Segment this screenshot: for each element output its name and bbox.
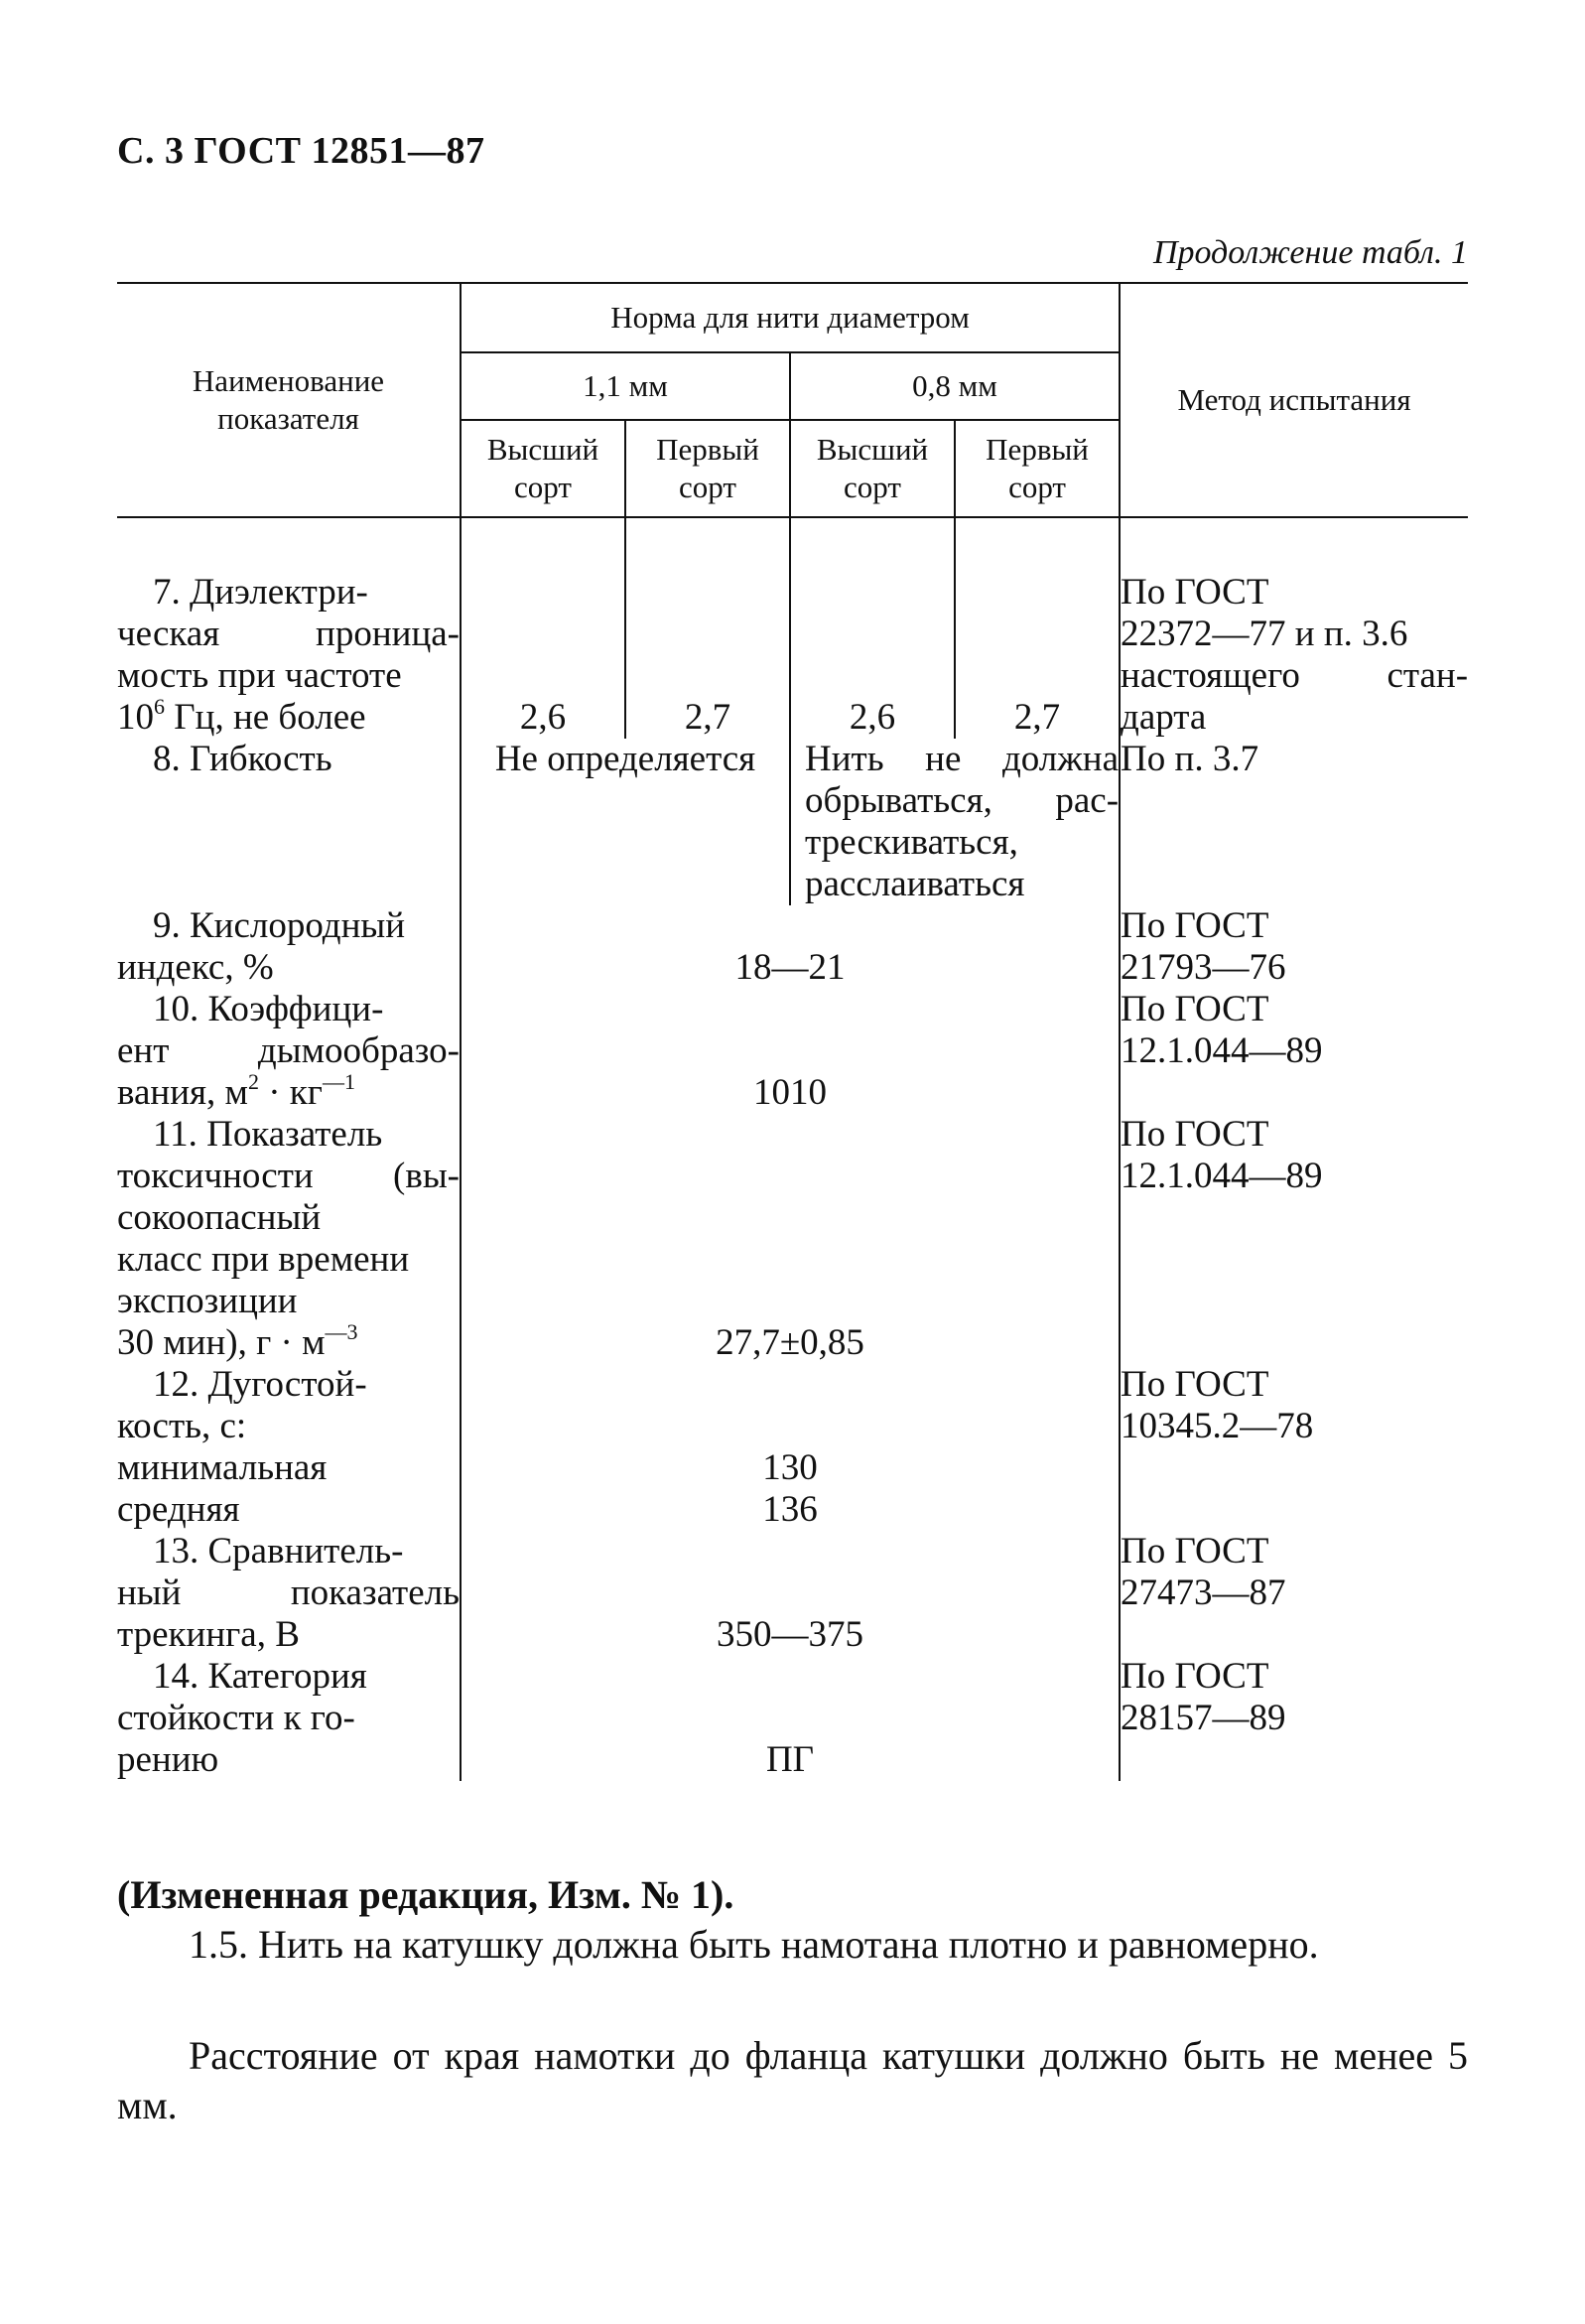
row-8-value-08: [790, 739, 1120, 905]
page-header: С. 3 ГОСТ 12851—87: [117, 130, 485, 172]
row-14-name: [117, 1656, 461, 1781]
col-header-grade-first-2: [955, 420, 1120, 517]
table-row-8: [117, 739, 1468, 905]
row-8-name: [117, 739, 461, 905]
row-10-value: 1010: [461, 989, 1120, 1114]
row-14-name-line: рению: [117, 1739, 219, 1780]
spacer-cell: [461, 517, 625, 572]
table-row-10: [117, 989, 1468, 1114]
row-9-method-line: По ГОСТ: [1121, 905, 1269, 946]
row-9-name-line: индекс, %: [117, 947, 274, 988]
table-body: [117, 517, 1468, 1781]
row-14-method-line: По ГОСТ: [1121, 1656, 1269, 1697]
row-9-value: 18—21: [461, 905, 1120, 989]
row-12-sub-1-name: минимальная: [117, 1447, 461, 1489]
row-11-name-line: токсичности (вы-: [117, 1156, 460, 1196]
spacer-cell: [1120, 517, 1468, 572]
spacer-cell: [625, 517, 790, 572]
row-11-method-line: 12.1.044—89: [1121, 1156, 1323, 1196]
row-12-sub-1-method-empty: [1120, 1447, 1468, 1489]
col-header-grade-first-1: [625, 420, 790, 517]
grade-word: Первый: [656, 432, 759, 467]
row-9-name: [117, 905, 461, 989]
table-row-13: [117, 1531, 1468, 1656]
row-13-name-line: ный показатель: [117, 1572, 460, 1613]
row-12-sub-1-value: 130: [461, 1447, 1120, 1489]
row-11-name-base: 30 мин), г · м: [117, 1322, 326, 1363]
row-11-name-line: [117, 1318, 460, 1364]
row-10-name-line: ент дымообразо-: [117, 1030, 460, 1071]
row-8-value-line: обрываться, рас-: [805, 780, 1120, 821]
table-row-12-sub-1: [117, 1447, 1468, 1489]
row-13-name-line: 13. Сравнитель-: [153, 1531, 404, 1572]
grade-word: Первый: [986, 432, 1089, 467]
row-14-method: [1120, 1656, 1468, 1781]
row-8-method: По п. 3.7: [1121, 739, 1259, 779]
row-11-name-line: сокоопасный: [117, 1197, 322, 1238]
table-row-12: [117, 1364, 1468, 1447]
grade-word: Высший: [816, 432, 929, 467]
row-14-method-line: 28157—89: [1121, 1698, 1286, 1738]
row-7-name-line: [117, 693, 460, 739]
row-12-name-line: кость, с:: [117, 1406, 247, 1446]
row-12-method-line: 10345.2—78: [1121, 1406, 1314, 1446]
row-13-name-line: трекинга, В: [117, 1614, 300, 1655]
row-12-name-line: 12. Дугостой-: [153, 1364, 367, 1405]
row-12-sub-2-name: средняя: [117, 1489, 461, 1531]
row-7-value-11-high: 2,6: [461, 572, 625, 739]
row-7-method-line: дарта: [1121, 697, 1207, 738]
grade-sort: сорт: [679, 470, 736, 504]
row-7-name: [117, 572, 461, 739]
row-12-sub-2-value: 136: [461, 1489, 1120, 1531]
row-10-method-line: По ГОСТ: [1121, 989, 1269, 1029]
row-11-method-line: По ГОСТ: [1121, 1114, 1269, 1155]
grade-sort: сорт: [514, 470, 572, 504]
row-9-name-line: 9. Кислородный: [153, 905, 406, 946]
row-14-name-line: 14. Категория: [153, 1656, 367, 1697]
col-header-grade-high-2: [790, 420, 955, 517]
indicators-table: [117, 282, 1468, 1781]
grade-word: Высший: [486, 432, 599, 467]
row-13-method-line: По ГОСТ: [1121, 1531, 1269, 1572]
row-8-value-line: расслаиваться: [805, 864, 1025, 904]
table-spacer-row: [117, 517, 1468, 572]
col-header-name: Наименование показателя: [117, 283, 461, 517]
row-11-value: 27,7±0,85: [461, 1114, 1120, 1364]
row-7-method: [1120, 572, 1468, 739]
row-7-name-base: 10: [117, 697, 154, 738]
row-11-name-exp: —3: [325, 1318, 358, 1344]
row-12-value-empty: [461, 1364, 1120, 1447]
row-10-name-line: 10. Коэффици-: [153, 989, 384, 1029]
row-10-name-exp1: 2: [247, 1068, 259, 1094]
row-10-name: [117, 989, 461, 1114]
col-header-grade-high-1: [461, 420, 625, 517]
row-7-value-08-first: 2,7: [955, 572, 1120, 739]
row-8-value-line: Нить не должна: [805, 739, 1120, 779]
row-10-method: [1120, 989, 1468, 1114]
row-7-name-line: мость при частоте: [117, 655, 402, 696]
row-7-name-line: 7. Диэлектри-: [153, 572, 368, 613]
row-14-value: ПГ: [461, 1656, 1120, 1781]
grade-sort: сорт: [844, 470, 901, 504]
row-13-name: [117, 1531, 461, 1656]
row-12-method-line: По ГОСТ: [1121, 1364, 1269, 1405]
row-7-name-rest: Гц, не более: [165, 697, 366, 738]
row-11-method: [1120, 1114, 1468, 1364]
row-11-name-line: 11. Показатель: [153, 1114, 383, 1155]
row-13-method-line: 27473—87: [1121, 1572, 1286, 1613]
paragraph-1-5: 1.5. Нить на катушку должна быть намотана плотно и равномерно.: [189, 1922, 1319, 1967]
col-header-diam-1-1: 1,1 мм: [461, 352, 790, 420]
row-12-sub-2-method-empty: [1120, 1489, 1468, 1531]
row-12-method: [1120, 1364, 1468, 1447]
row-9-method: [1120, 905, 1468, 989]
row-12-name: [117, 1364, 461, 1447]
table-row-11: [117, 1114, 1468, 1364]
row-11-name-line: класс при времени: [117, 1239, 410, 1280]
row-13-method: [1120, 1531, 1468, 1656]
grade-sort: сорт: [1008, 470, 1066, 504]
col-header-norm: Норма для нити диаметром: [461, 283, 1120, 352]
row-7-name-exp: 6: [154, 693, 165, 719]
row-7-value-08-high: 2,6: [790, 572, 955, 739]
row-7-method-line: 22372—77 и п. 3.6: [1121, 614, 1408, 654]
col-header-diam-0-8: 0,8 мм: [790, 352, 1120, 420]
row-8-value-11: Не определяется: [461, 739, 790, 905]
row-10-name-mid: · кг: [258, 1072, 323, 1113]
row-10-name-base: вания, м: [117, 1072, 248, 1113]
spacer-cell: [790, 517, 955, 572]
col-header-method: Метод испытания: [1120, 283, 1468, 517]
row-8-name-line: 8. Гибкость: [153, 739, 332, 779]
row-7-value-11-first: 2,7: [625, 572, 790, 739]
table-row-12-sub-2: [117, 1489, 1468, 1531]
table-row-9: [117, 905, 1468, 989]
row-13-value: 350—375: [461, 1531, 1120, 1656]
row-9-method-line: 21793—76: [1121, 947, 1286, 988]
row-7-method-line: По ГОСТ: [1121, 572, 1269, 613]
table-row-14: [117, 1656, 1468, 1781]
row-10-name-exp2: —1: [322, 1068, 355, 1094]
row-7-name-line: ческая проница-: [117, 614, 460, 654]
amendment-note: (Измененная редакция, Изм. № 1).: [117, 1872, 734, 1917]
table-row-7: [117, 572, 1468, 739]
spacer-cell: [955, 517, 1120, 572]
row-7-method-line: настоящего стан-: [1121, 655, 1469, 696]
table-continuation-label: Продолжение табл. 1: [1152, 234, 1468, 271]
row-11-name-line: экспозиции: [117, 1281, 298, 1321]
row-8-value-line: трескиваться,: [805, 822, 1018, 863]
paragraph-distance: Расстояние от края намотки до фланца катушки должно быть не менее 5 мм.: [117, 2033, 1468, 2127]
table-header: [117, 283, 1468, 517]
row-10-method-line: 12.1.044—89: [1121, 1030, 1323, 1071]
spacer-cell: [117, 517, 461, 572]
row-10-name-line: [117, 1068, 460, 1114]
indicators-table-wrapper: [117, 282, 1468, 1781]
row-11-name: [117, 1114, 461, 1364]
row-14-name-line: стойкости к го-: [117, 1698, 355, 1738]
